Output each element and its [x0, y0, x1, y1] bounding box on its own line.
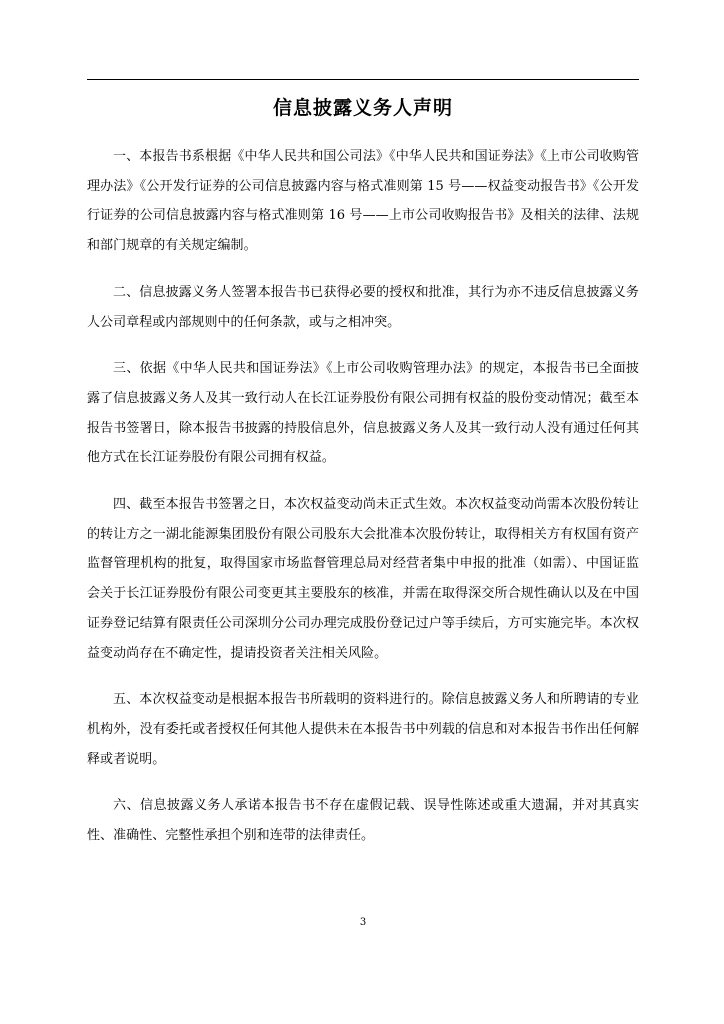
page-title: 信息披露义务人声明 [272, 97, 453, 119]
statement-paragraph-2: 二、信息披露义务人签署本报告书已获得必要的授权和批准，其行为亦不违反信息披露义务人公司章程或内部规则中的任何条款，或与之相冲突。 [87, 284, 639, 330]
statement-paragraph-5: 五、本次权益变动是根据本报告书所载明的资料进行的。除信息披露义务人和所聘请的专业机构外，没有委托或者授权任何其他人提供未在本报告书中列载的信息和对本报告书作出任何解释或者说明。 [87, 692, 639, 767]
statement-paragraph-6: 六、信息披露义务人承诺本报告书不存在虚假记载、误导性陈述或重大遗漏，并对其真实性、准确性、完整性承担个别和连带的法律责任。 [87, 798, 639, 844]
statement-paragraph-1: 一、本报告书系根据《中华人民共和国公司法》《中华人民共和国证券法》《上市公司收购管理办法》《公开发行证券的公司信息披露内容与格式准则第 15 号——权益变动报告书》《公开发行证券的公司信息披露内容与格式准则第 16 号——上市公司收购报告书》及相关的法律、法规和部门规章的有关规定编制。 [87, 149, 639, 254]
statement-paragraph-3: 三、依据《中华人民共和国证券法》《上市公司收购管理办法》的规定，本报告书已全面披露了信息披露义务人及其一致行动人在长江证券股份有限公司拥有权益的股份变动情况；截至本报告书签署日，除本报告书披露的持股信息外，信息披露义务人及其一致行动人没有通过任何其他方式在长江证券股份有限公司拥有权益。 [87, 361, 639, 466]
page-number: 3 [359, 917, 367, 928]
statement-body [87, 142, 639, 868]
header-rule [87, 79, 639, 80]
statement-paragraph-4: 四、截至本报告书签署之日，本次权益变动尚未正式生效。本次权益变动尚需本次股份转让的转让方之一湖北能源集团股份有限公司股东大会批准本次股份转让，取得相关方有权国有资产监督管理机构的批复，取得国家市场监督管理总局对经营者集中申报的批准（如需）、中国证监会关于长江证券股份有限公司变更其主要股东的核准，并需在取得深交所合规性确认以及在中国证券登记结算有限责任公司深圳分公司办理完成股份登记过户等手续后，方可实施完毕。本次权益变动尚存在不确定性，提请投资者关注相关风险。 [87, 497, 639, 661]
